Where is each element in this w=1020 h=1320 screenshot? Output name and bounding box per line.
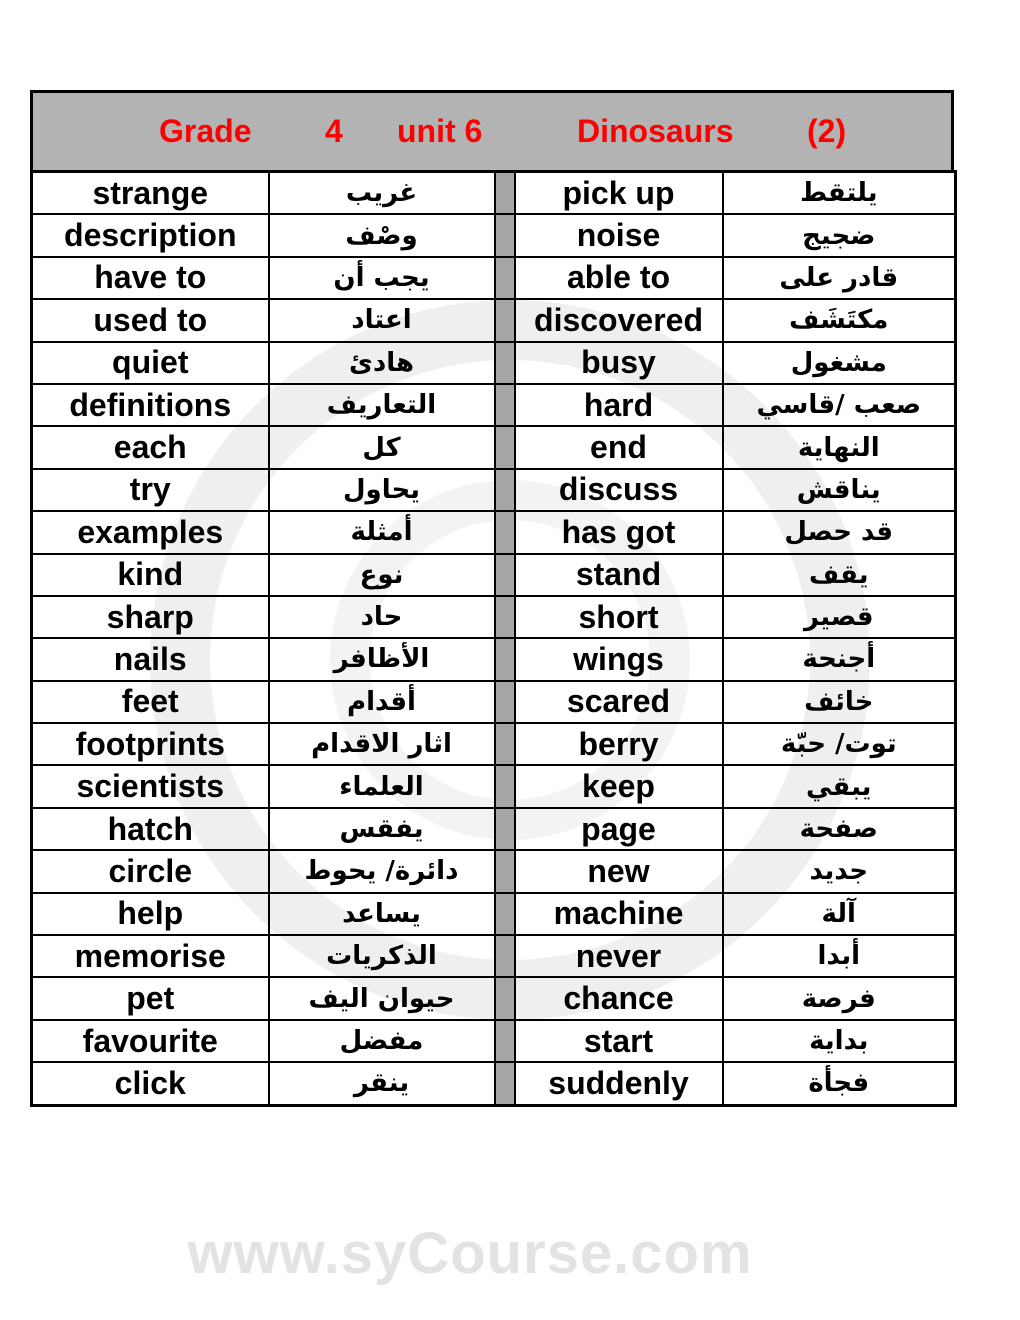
english-word: memorise (32, 935, 269, 977)
english-word: feet (32, 681, 269, 723)
english-word: able to (515, 257, 723, 299)
table-row (32, 765, 956, 807)
arabic-translation: الأظافر (269, 638, 495, 680)
arabic-translation: حيوان اليف (269, 977, 495, 1019)
table-row (32, 214, 956, 256)
english-word: strange (32, 172, 269, 215)
arabic-translation: الذكريات (269, 935, 495, 977)
arabic-translation: يبقي (723, 765, 956, 807)
english-word: examples (32, 511, 269, 553)
column-separator (495, 257, 515, 299)
column-separator (495, 511, 515, 553)
arabic-translation: أجنحة (723, 638, 956, 680)
table-row (32, 808, 956, 850)
column-separator (495, 172, 515, 215)
column-separator (495, 299, 515, 341)
english-word: end (515, 426, 723, 468)
table-row (32, 257, 956, 299)
english-word: short (515, 596, 723, 638)
part-number: (2) (807, 113, 847, 149)
english-word: footprints (32, 723, 269, 765)
english-word: sharp (32, 596, 269, 638)
arabic-translation: يفقس (269, 808, 495, 850)
arabic-translation: توت/ حبّة (723, 723, 956, 765)
english-word: help (32, 893, 269, 935)
table-row (32, 1020, 956, 1062)
arabic-translation: نوع (269, 554, 495, 596)
arabic-translation: غريب (269, 172, 495, 215)
table-row (32, 172, 956, 215)
english-word: noise (515, 214, 723, 256)
english-word: start (515, 1020, 723, 1062)
english-word: new (515, 850, 723, 892)
column-separator (495, 426, 515, 468)
column-separator (495, 1020, 515, 1062)
column-separator (495, 1062, 515, 1105)
column-separator (495, 765, 515, 807)
english-word: suddenly (515, 1062, 723, 1105)
english-word: quiet (32, 342, 269, 384)
table-row (32, 384, 956, 426)
column-separator (495, 638, 515, 680)
arabic-translation: حاد (269, 596, 495, 638)
arabic-translation: أبدا (723, 935, 956, 977)
arabic-translation: قد حصل (723, 511, 956, 553)
arabic-translation: يلتقط (723, 172, 956, 215)
english-word: used to (32, 299, 269, 341)
arabic-translation: اعتاد (269, 299, 495, 341)
table-row (32, 638, 956, 680)
arabic-translation: صفحة (723, 808, 956, 850)
arabic-translation: قصير (723, 596, 956, 638)
arabic-translation: ضجيج (723, 214, 956, 256)
arabic-translation: يناقش (723, 469, 956, 511)
english-word: page (515, 808, 723, 850)
table-row (32, 723, 956, 765)
english-word: kind (32, 554, 269, 596)
column-separator (495, 214, 515, 256)
arabic-translation: التعاريف (269, 384, 495, 426)
english-word: hatch (32, 808, 269, 850)
column-separator (495, 850, 515, 892)
arabic-translation: جديد (723, 850, 956, 892)
english-word: pick up (515, 172, 723, 215)
table-row (32, 893, 956, 935)
arabic-translation: يقف (723, 554, 956, 596)
column-separator (495, 977, 515, 1019)
table-row (32, 1062, 956, 1105)
sheet-header (30, 90, 954, 170)
column-separator (495, 935, 515, 977)
table-row (32, 426, 956, 468)
english-word: discovered (515, 299, 723, 341)
english-word: busy (515, 342, 723, 384)
arabic-translation: آلة (723, 893, 956, 935)
column-separator (495, 723, 515, 765)
table-row (32, 596, 956, 638)
unit-label: unit 6 (397, 113, 483, 149)
arabic-translation: قادر على (723, 257, 956, 299)
table-row (32, 469, 956, 511)
vocabulary-sheet (30, 90, 954, 1107)
english-word: wings (515, 638, 723, 680)
arabic-translation: صعب /قاسي (723, 384, 956, 426)
vocabulary-table (30, 170, 957, 1107)
column-separator (495, 596, 515, 638)
english-word: pet (32, 977, 269, 1019)
english-word: scientists (32, 765, 269, 807)
english-word: have to (32, 257, 269, 299)
english-word: scared (515, 681, 723, 723)
arabic-translation: يحاول (269, 469, 495, 511)
english-word: favourite (32, 1020, 269, 1062)
column-separator (495, 808, 515, 850)
english-word: click (32, 1062, 269, 1105)
column-separator (495, 469, 515, 511)
arabic-translation: هادئ (269, 342, 495, 384)
column-separator (495, 681, 515, 723)
column-separator (495, 384, 515, 426)
english-word: definitions (32, 384, 269, 426)
arabic-translation: النهاية (723, 426, 956, 468)
arabic-translation: مكتَشَف (723, 299, 956, 341)
arabic-translation: ينقر (269, 1062, 495, 1105)
column-separator (495, 893, 515, 935)
watermark-site: www.syCourse.com (187, 1221, 753, 1286)
table-row (32, 935, 956, 977)
english-word: berry (515, 723, 723, 765)
arabic-translation: العلماء (269, 765, 495, 807)
english-word: try (32, 469, 269, 511)
english-word: chance (515, 977, 723, 1019)
table-row (32, 554, 956, 596)
arabic-translation: اثار الاقدام (269, 723, 495, 765)
table-row (32, 977, 956, 1019)
english-word: keep (515, 765, 723, 807)
arabic-translation: أقدام (269, 681, 495, 723)
table-row (32, 681, 956, 723)
table-row (32, 342, 956, 384)
arabic-translation: مشغول (723, 342, 956, 384)
table-row (32, 299, 956, 341)
english-word: stand (515, 554, 723, 596)
grade-label: Grade (159, 113, 252, 149)
english-word: description (32, 214, 269, 256)
english-word: circle (32, 850, 269, 892)
english-word: machine (515, 893, 723, 935)
english-word: discuss (515, 469, 723, 511)
arabic-translation: أمثلة (269, 511, 495, 553)
arabic-translation: فرصة (723, 977, 956, 1019)
arabic-translation: بداية (723, 1020, 956, 1062)
arabic-translation: كل (269, 426, 495, 468)
arabic-translation: خائف (723, 681, 956, 723)
column-separator (495, 342, 515, 384)
english-word: never (515, 935, 723, 977)
arabic-translation: فجأة (723, 1062, 956, 1105)
arabic-translation: دائرة/ يحوط (269, 850, 495, 892)
grade-number: 4 (325, 113, 343, 149)
english-word: hard (515, 384, 723, 426)
arabic-translation: يساعد (269, 893, 495, 935)
table-row (32, 850, 956, 892)
unit-title: Dinosaurs (577, 113, 734, 149)
table-row (32, 511, 956, 553)
column-separator (495, 554, 515, 596)
english-word: has got (515, 511, 723, 553)
arabic-translation: مفضل (269, 1020, 495, 1062)
arabic-translation: وصْف (269, 214, 495, 256)
english-word: each (32, 426, 269, 468)
english-word: nails (32, 638, 269, 680)
arabic-translation: يجب أن (269, 257, 495, 299)
